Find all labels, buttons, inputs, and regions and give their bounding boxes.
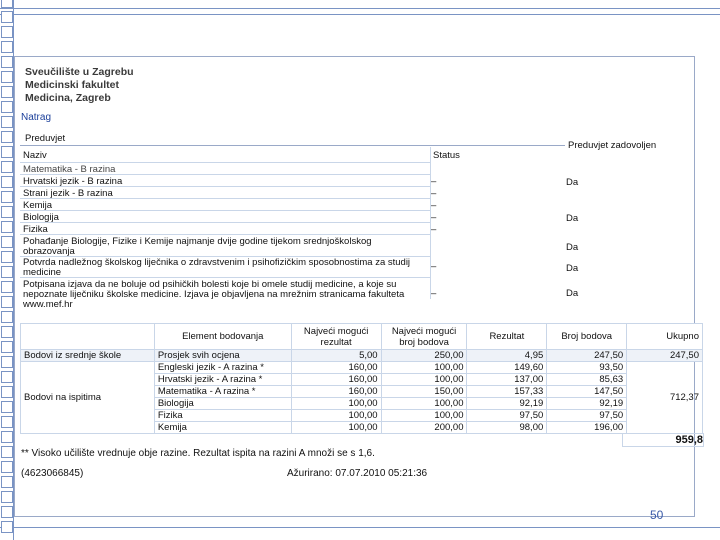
score-element: Engleski jezik - A razina *: [154, 362, 291, 374]
score-max-points: 100,00: [381, 410, 467, 422]
prereq-name: Matematika - B razina: [23, 164, 116, 175]
score-result: 157,33: [467, 386, 547, 398]
table-row: [20, 174, 579, 188]
score-result: 137,00: [467, 374, 547, 386]
prereq-col-sep: [430, 147, 431, 299]
prereq-name: Strani jezik - B razina: [23, 188, 113, 199]
score-result: 4,95: [467, 350, 547, 362]
prereq-status: –: [431, 261, 437, 272]
prereq-status: –: [431, 212, 437, 223]
institution-faculty: Medicinski fakultet: [25, 79, 119, 91]
prereq-name: Hrvatski jezik - B razina: [23, 176, 123, 187]
score-result: 97,50: [467, 410, 547, 422]
scoring-header-element: Element bodovanja: [154, 324, 291, 350]
scoring-header-blank: [21, 324, 155, 350]
scoring-header-total: Ukupno: [627, 324, 703, 350]
score-element: Biologija: [154, 398, 291, 410]
prereq-name-line2: nepoznate liječniku školske medicine. Izjava je objavljena na mrežnim stranicama fakulteta: [23, 289, 405, 300]
grand-total: 959,8: [622, 433, 704, 447]
table-row: [20, 234, 579, 257]
prereq-name: Kemija: [23, 200, 53, 211]
slide-rule-bottom: [0, 527, 720, 528]
school-points-label: Bodovi iz srednje škole: [21, 350, 155, 362]
score-result: 92,19: [467, 398, 547, 410]
score-points: 247,50: [547, 350, 627, 362]
scoring-table: [20, 323, 703, 434]
prereq-name-line2: obrazovanja: [23, 246, 75, 257]
slide-rule-top-2: [0, 14, 720, 15]
scoring-header-max-points: Najveći mogući broj bodova: [381, 324, 467, 350]
score-element: Matematika - A razina *: [154, 386, 291, 398]
prereq-name-line1: Potpisana izjava da ne boluje od psihičkih bolesti koje bi omele studij medicine, a koje su: [23, 279, 397, 290]
prereq-met: Da: [566, 263, 579, 274]
score-element: Prosjek svih ocjena: [154, 350, 291, 362]
table-row: [21, 350, 703, 362]
score-element: Fizika: [154, 410, 291, 422]
applicant-code: (4623066845): [21, 468, 84, 479]
score-max-points: 250,00: [381, 350, 467, 362]
prereq-name-line2: medicine: [23, 267, 62, 278]
exam-total: 712,37: [627, 362, 703, 434]
score-points: 92,19: [547, 398, 627, 410]
slide-rule-top: [0, 8, 720, 9]
table-row: [20, 222, 437, 235]
score-result: 98,00: [467, 422, 547, 434]
score-points: 85,63: [547, 374, 627, 386]
prereq-met: Da: [566, 177, 579, 188]
scoring-header-max-result: Najveći mogući rezultat: [291, 324, 381, 350]
score-element: Hrvatski jezik - A razina *: [154, 374, 291, 386]
prereq-status: –: [431, 224, 437, 235]
scoring-header-result: Rezultat: [467, 324, 547, 350]
prerequisites-met-header: Preduvjet zadovoljen: [568, 140, 657, 151]
score-max-points: 100,00: [381, 398, 467, 410]
score-max-result: 100,00: [291, 410, 381, 422]
score-max-points: 100,00: [381, 374, 467, 386]
exam-points-label: Bodovi na ispitima: [21, 362, 155, 434]
score-points: 93,50: [547, 362, 627, 374]
score-points: 147,50: [547, 386, 627, 398]
institution-header: [25, 66, 134, 105]
prereq-status: –: [431, 288, 437, 299]
updated-timestamp: Ažurirano: 07.07.2010 05:21:36: [287, 468, 428, 479]
institution-program: Medicina, Zagreb: [25, 92, 111, 104]
table-row: [20, 198, 437, 211]
score-max-points: 150,00: [381, 386, 467, 398]
table-row: [20, 256, 579, 278]
prereq-status: –: [431, 176, 437, 187]
prereq-status: –: [431, 188, 437, 199]
score-max-points: 100,00: [381, 362, 467, 374]
prereq-name: Fizika: [23, 224, 48, 235]
score-result: 149,60: [467, 362, 547, 374]
table-row: [20, 210, 579, 224]
score-total: 247,50: [627, 350, 703, 362]
prerequisites-label: Preduvjet: [25, 133, 66, 144]
table-row: [20, 277, 579, 310]
institution-university: Sveučilište u Zagrebu: [25, 66, 134, 78]
prereq-name-line3: www.mef.hr: [23, 299, 73, 310]
score-max-result: 160,00: [291, 374, 381, 386]
slide-square-strip: [0, 0, 14, 540]
score-max-points: 200,00: [381, 422, 467, 434]
prereq-met: Da: [566, 288, 579, 299]
score-points: 97,50: [547, 410, 627, 422]
prereq-name-line1: Pohađanje Biologije, Fizike i Kemije najmanje dvije godine tijekom srednjoškolskog: [23, 236, 372, 247]
score-points: 196,00: [547, 422, 627, 434]
back-link[interactable]: Natrag: [21, 112, 52, 123]
prereq-name-line1: Potvrda nadležnog školskog liječnika o zdravstvenim i psihofizičkim sposobnostima za studij: [23, 257, 411, 268]
prereq-status: –: [431, 200, 437, 211]
prereq-met: Da: [566, 213, 579, 224]
score-element: Kemija: [154, 422, 291, 434]
scoring-header-points: Broj bodova: [547, 324, 627, 350]
prerequisites-status-header: Status: [433, 150, 460, 161]
table-row: [20, 162, 430, 175]
score-max-result: 160,00: [291, 362, 381, 374]
table-row: [20, 186, 437, 199]
slide-page-number: 50: [650, 508, 664, 522]
prereq-divider: [20, 145, 565, 146]
score-max-result: 100,00: [291, 422, 381, 434]
score-max-result: 160,00: [291, 386, 381, 398]
prerequisites-name-header: Naziv: [23, 150, 47, 161]
footnote: ** Visoko učilište vrednuje obje razine. Rezultat ispita na razini A množi se s 1,6.: [21, 448, 375, 459]
score-max-result: 5,00: [291, 350, 381, 362]
prereq-name: Biologija: [23, 212, 59, 223]
table-row: [21, 362, 703, 374]
prereq-met: Da: [566, 242, 579, 253]
score-max-result: 100,00: [291, 398, 381, 410]
